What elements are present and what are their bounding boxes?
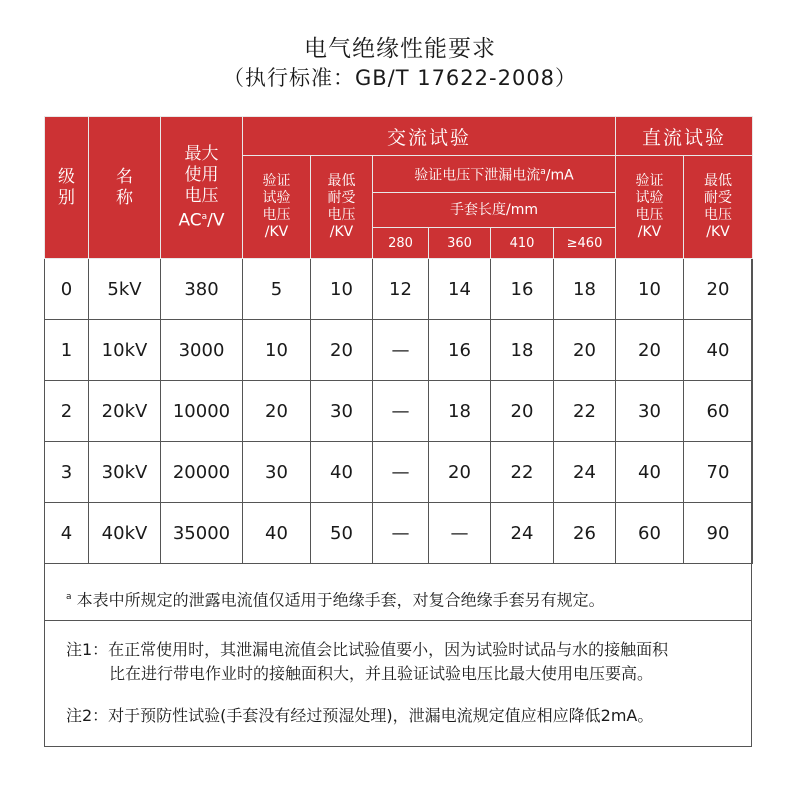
- cell-l360: 16: [429, 320, 491, 381]
- cell-ac-proof: 5: [243, 259, 311, 320]
- header-level-text: 级 别: [58, 166, 75, 208]
- table-row: [45, 259, 753, 320]
- cell-dc-proof: 20: [616, 320, 684, 381]
- cell-dc-min: 90: [684, 503, 753, 564]
- cell-name: 20kV: [89, 381, 161, 442]
- header-max-voltage-text: 最大 使用 电压 AC: [178, 143, 219, 231]
- cell-dc-min: 20: [684, 259, 753, 320]
- divider: [44, 620, 752, 621]
- header-ac-min: [311, 156, 373, 259]
- cell-ac-proof: 40: [243, 503, 311, 564]
- cell-l460: 26: [554, 503, 616, 564]
- header-name: [89, 117, 161, 259]
- header-length-410: 410: [491, 228, 554, 259]
- cell-ac-proof: 10: [243, 320, 311, 381]
- header-max-voltage-unit: /V: [207, 210, 225, 231]
- cell-dc-min: 60: [684, 381, 753, 442]
- note-1-continued: 比在进行带电作业时的接触面积大，并且验证试验电压比最大使用电压要高。: [109, 664, 654, 683]
- cell-max-v: 35000: [161, 503, 243, 564]
- page-title: 电气绝缘性能要求: [304, 36, 496, 62]
- cell-name: 40kV: [89, 503, 161, 564]
- cell-l410: 20: [491, 381, 554, 442]
- header-name-text: 名 称: [116, 166, 133, 208]
- cell-l280: —: [373, 442, 429, 503]
- cell-level: 2: [45, 381, 89, 442]
- cell-max-v: 10000: [161, 381, 243, 442]
- header-length-460: ≥460: [554, 228, 616, 259]
- footnote-marker: a: [66, 592, 72, 602]
- insulation-spec-table: [44, 116, 753, 564]
- cell-max-v: 20000: [161, 442, 243, 503]
- cell-l280: 12: [373, 259, 429, 320]
- cell-ac-proof: 20: [243, 381, 311, 442]
- cell-dc-min: 70: [684, 442, 753, 503]
- cell-level: 1: [45, 320, 89, 381]
- cell-dc-proof: 30: [616, 381, 684, 442]
- cell-l460: 18: [554, 259, 616, 320]
- cell-l460: 22: [554, 381, 616, 442]
- cell-ac-min: 20: [311, 320, 373, 381]
- cell-name: 30kV: [89, 442, 161, 503]
- cell-l360: —: [429, 503, 491, 564]
- header-dc-proof: [616, 156, 684, 259]
- cell-l360: 20: [429, 442, 491, 503]
- footnote-mark: a: [201, 211, 208, 222]
- cell-l410: 16: [491, 259, 554, 320]
- footnote: [66, 585, 772, 612]
- header-length-280: 280: [373, 228, 429, 259]
- cell-ac-min: 40: [311, 442, 373, 503]
- cell-max-v: 3000: [161, 320, 243, 381]
- cell-l410: 18: [491, 320, 554, 381]
- cell-max-v: 380: [161, 259, 243, 320]
- header-dc-min-text: 最低 耐受 电压 /KV: [704, 173, 732, 240]
- header-glove-length: 手套长度/mm: [373, 193, 616, 228]
- header-leak-current-text: 验证电压下泄漏电流: [414, 167, 541, 184]
- cell-l460: 20: [554, 320, 616, 381]
- table-row: [45, 442, 753, 503]
- cell-ac-min: 50: [311, 503, 373, 564]
- cell-dc-proof: 10: [616, 259, 684, 320]
- cell-dc-min: 40: [684, 320, 753, 381]
- header-dc-min: [684, 156, 753, 259]
- cell-l410: 22: [491, 442, 554, 503]
- cell-name: 10kV: [89, 320, 161, 381]
- header-leak-current-unit: /mA: [545, 167, 574, 184]
- cell-level: 4: [45, 503, 89, 564]
- footnote-mark: a: [540, 166, 546, 177]
- cell-level: 3: [45, 442, 89, 503]
- header-dc-proof-text: 验证 试验 电压 /KV: [635, 173, 664, 240]
- cell-l360: 14: [429, 259, 491, 320]
- cell-l280: —: [373, 381, 429, 442]
- header-level: [45, 117, 89, 259]
- note-1: 注1：在正常使用时，其泄漏电流值会比试验值要小，因为试验时试品与水的接触面积: [66, 640, 669, 659]
- cell-ac-min: 10: [311, 259, 373, 320]
- cell-ac-proof: 30: [243, 442, 311, 503]
- header-ac-proof-text: 验证 试验 电压 /KV: [262, 173, 291, 240]
- note-2: 注2：对于预防性试验(手套没有经过预湿处理)，泄漏电流规定值应相应降低2mA。: [66, 706, 654, 725]
- cell-name: 5kV: [89, 259, 161, 320]
- header-ac-section: 交流试验: [243, 117, 616, 156]
- header-length-360: 360: [429, 228, 491, 259]
- header-leak-current: [373, 156, 616, 193]
- table-row: [45, 503, 753, 564]
- cell-l410: 24: [491, 503, 554, 564]
- cell-l360: 18: [429, 381, 491, 442]
- header-dc-section: 直流试验: [616, 117, 753, 156]
- header-ac-min-text: 最低 耐受 电压 /KV: [327, 173, 356, 240]
- cell-l280: —: [373, 320, 429, 381]
- cell-l280: —: [373, 503, 429, 564]
- table-row: [45, 320, 753, 381]
- footnote-text: 本表中所规定的泄露电流值仅适用于绝缘手套，对复合绝缘手套另有规定。: [76, 590, 605, 610]
- table-row: [45, 381, 753, 442]
- cell-level: 0: [45, 259, 89, 320]
- cell-dc-proof: 60: [616, 503, 684, 564]
- header-ac-proof: [243, 156, 311, 259]
- cell-dc-proof: 40: [616, 442, 684, 503]
- cell-ac-min: 30: [311, 381, 373, 442]
- header-max-voltage: [161, 117, 243, 259]
- standard-subtitle: （执行标准：GB/T 17622-2008）: [222, 66, 578, 90]
- cell-l460: 24: [554, 442, 616, 503]
